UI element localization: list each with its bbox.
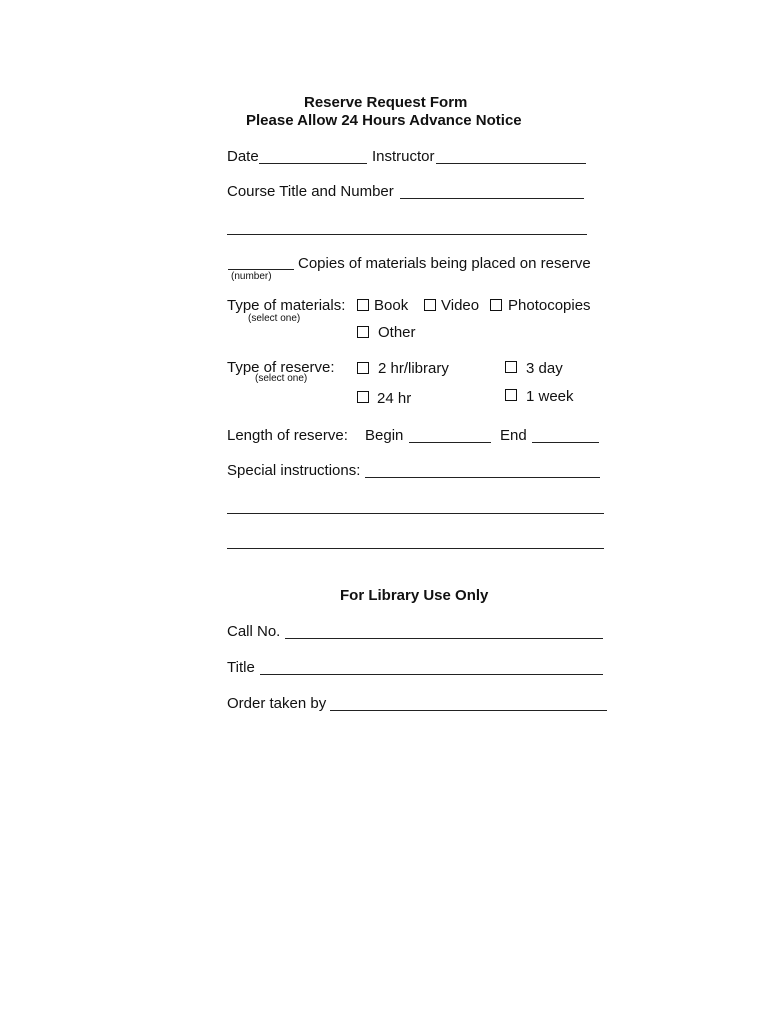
24-hr-label: 24 hr — [377, 390, 412, 407]
special-label: Special instructions: — [227, 462, 361, 479]
library-title-field[interactable] — [260, 674, 603, 675]
reserve-label: Type of reserve: — [227, 359, 335, 376]
course-field-line2[interactable] — [227, 234, 587, 235]
3-day-checkbox[interactable] — [505, 361, 517, 373]
3-day-label: 3 day — [526, 360, 563, 377]
begin-label: Begin — [365, 427, 404, 444]
length-label: Length of reserve: — [227, 427, 348, 444]
call-no-field[interactable] — [285, 638, 603, 639]
date-label: Date — [227, 148, 259, 165]
video-label: Video — [441, 297, 480, 314]
library-title-label: Title — [227, 659, 255, 676]
form-subtitle: Please Allow 24 Hours Advance Notice — [246, 112, 522, 129]
date-field[interactable] — [259, 163, 367, 164]
materials-hint: (select one) — [248, 313, 301, 324]
course-label: Course Title and Number — [227, 183, 394, 200]
call-no-label: Call No. — [227, 623, 281, 640]
course-field[interactable] — [400, 198, 584, 199]
photocopies-checkbox[interactable] — [490, 299, 502, 311]
copies-label: Copies of materials being placed on reserve — [298, 255, 591, 272]
video-checkbox[interactable] — [424, 299, 436, 311]
instructor-field[interactable] — [436, 163, 586, 164]
1-week-label: 1 week — [526, 388, 574, 405]
begin-field[interactable] — [409, 442, 491, 443]
other-checkbox[interactable] — [357, 326, 369, 338]
book-label: Book — [374, 297, 409, 314]
other-label: Other — [378, 324, 416, 341]
book-checkbox[interactable] — [357, 299, 369, 311]
24-hr-checkbox[interactable] — [357, 391, 369, 403]
photocopies-label: Photocopies — [508, 297, 591, 314]
materials-label: Type of materials: — [227, 297, 346, 314]
1-week-checkbox[interactable] — [505, 389, 517, 401]
order-taken-field[interactable] — [330, 710, 607, 711]
special-field[interactable] — [365, 477, 600, 478]
instructor-label: Instructor — [372, 148, 435, 165]
2hr-library-label: 2 hr/library — [378, 360, 449, 377]
special-field-line2[interactable] — [227, 513, 604, 514]
reserve-hint: (select one) — [255, 373, 308, 384]
form-title: Reserve Request Form — [304, 94, 468, 111]
library-heading: For Library Use Only — [340, 587, 489, 604]
special-field-line3[interactable] — [227, 548, 604, 549]
end-field[interactable] — [532, 442, 599, 443]
order-taken-label: Order taken by — [227, 695, 327, 712]
copies-hint: (number) — [231, 271, 272, 282]
end-label: End — [500, 427, 527, 444]
2hr-library-checkbox[interactable] — [357, 362, 369, 374]
copies-field[interactable] — [228, 269, 294, 270]
